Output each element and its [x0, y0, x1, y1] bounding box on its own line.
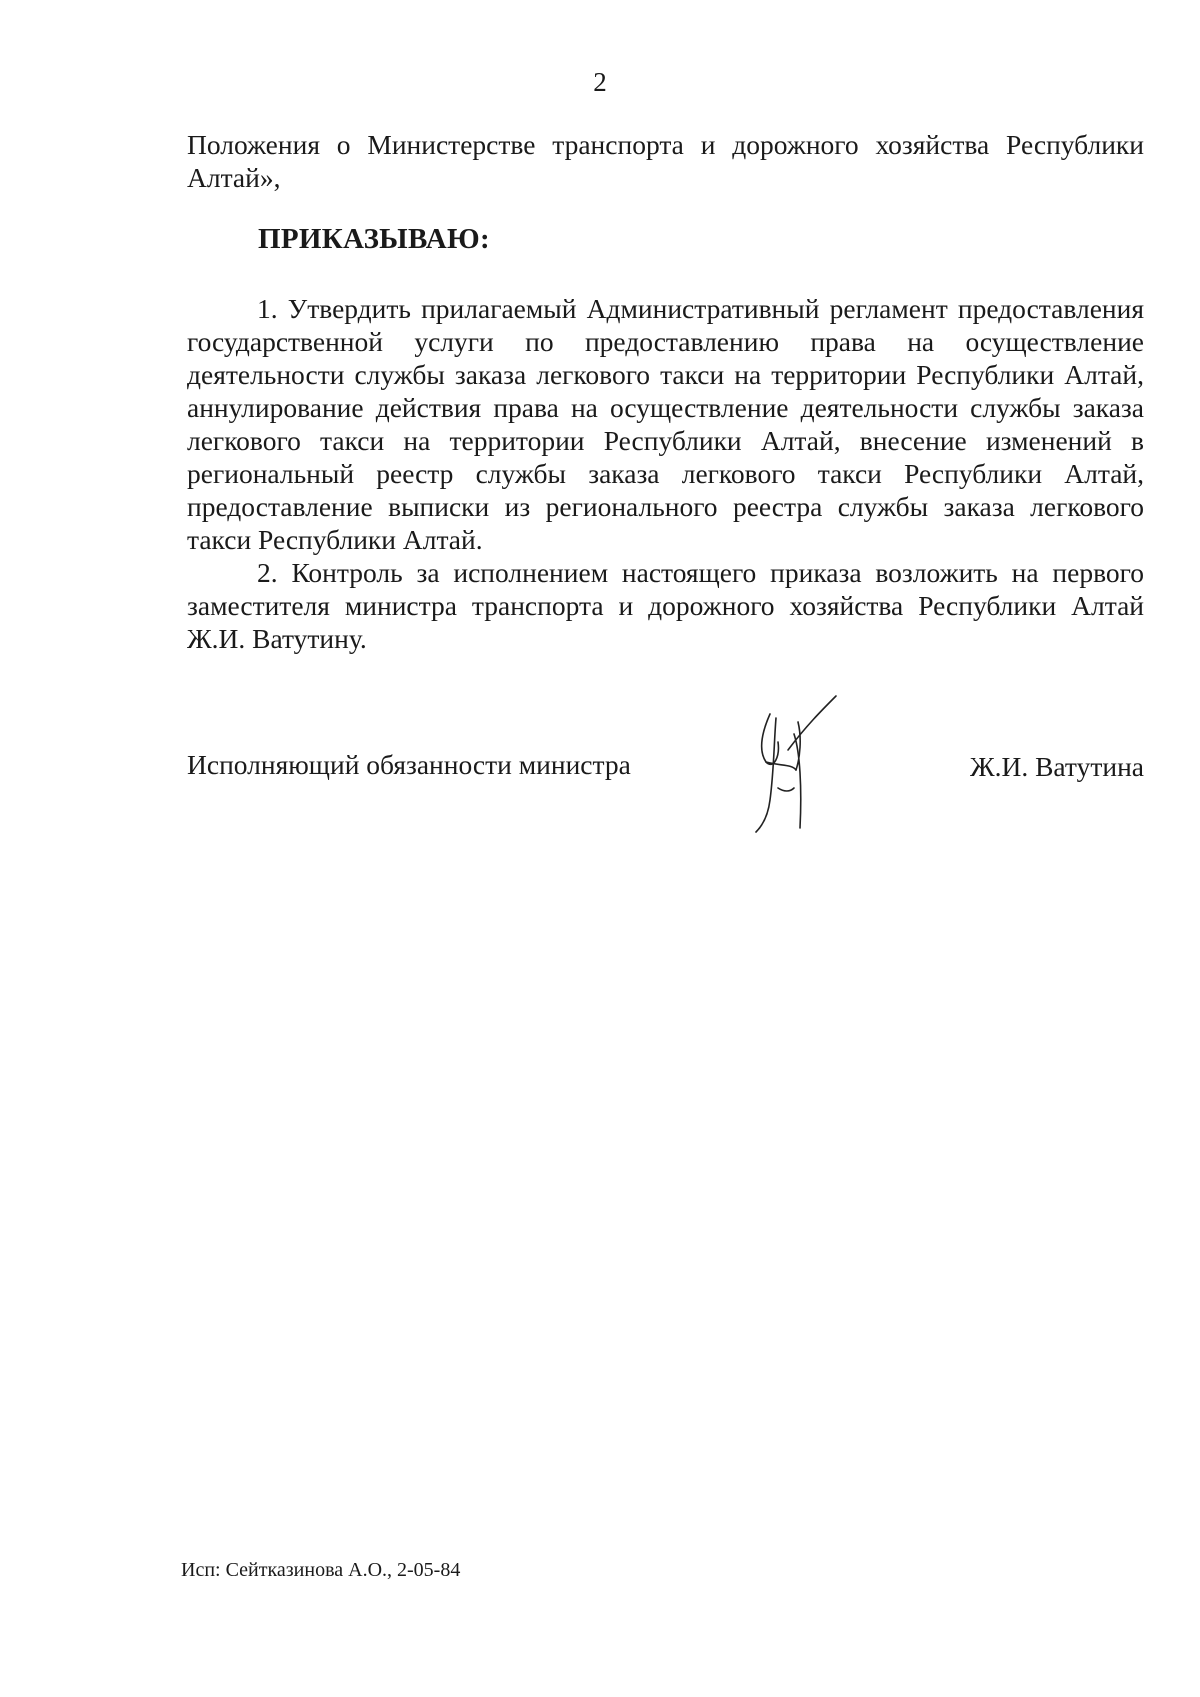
- order-item-1: 1. Утвердить прилагаемый Административный регламент предоставления государственной услуги по предоставлению права на осуществление деятельности службы заказа легкового такси на территории Республики Алтай, аннулирование действия права на осуществление деятельности службы заказа легкового такси на территории Республики Алтай, внесение изменений в региональный реестр службы заказа легкового такси Республики Алтай, предоставление выписки из регионального реестра службы заказа легкового такси Республики Алтай.: [187, 293, 1144, 555]
- handwritten-signature: [740, 692, 850, 837]
- intro-paragraph: Положения о Министерстве транспорта и дорожного хозяйства Республики Алтай»,: [187, 129, 1144, 193]
- signer-name: Ж.И. Ватутина: [969, 751, 1144, 782]
- order-items: [187, 292, 1144, 655]
- page-number: 2: [593, 67, 607, 97]
- order-heading: ПРИКАЗЫВАЮ:: [258, 223, 490, 255]
- signer-position: Исполняющий обязанности министра: [187, 749, 631, 780]
- executor-note: Исп: Сейтказинова А.О., 2-05-84: [181, 1559, 461, 1581]
- order-item-2: 2. Контроль за исполнением настоящего приказа возложить на первого заместителя министра транспорта и дорожного хозяйства Республики Алтай Ж.И. Ватутину.: [187, 557, 1144, 654]
